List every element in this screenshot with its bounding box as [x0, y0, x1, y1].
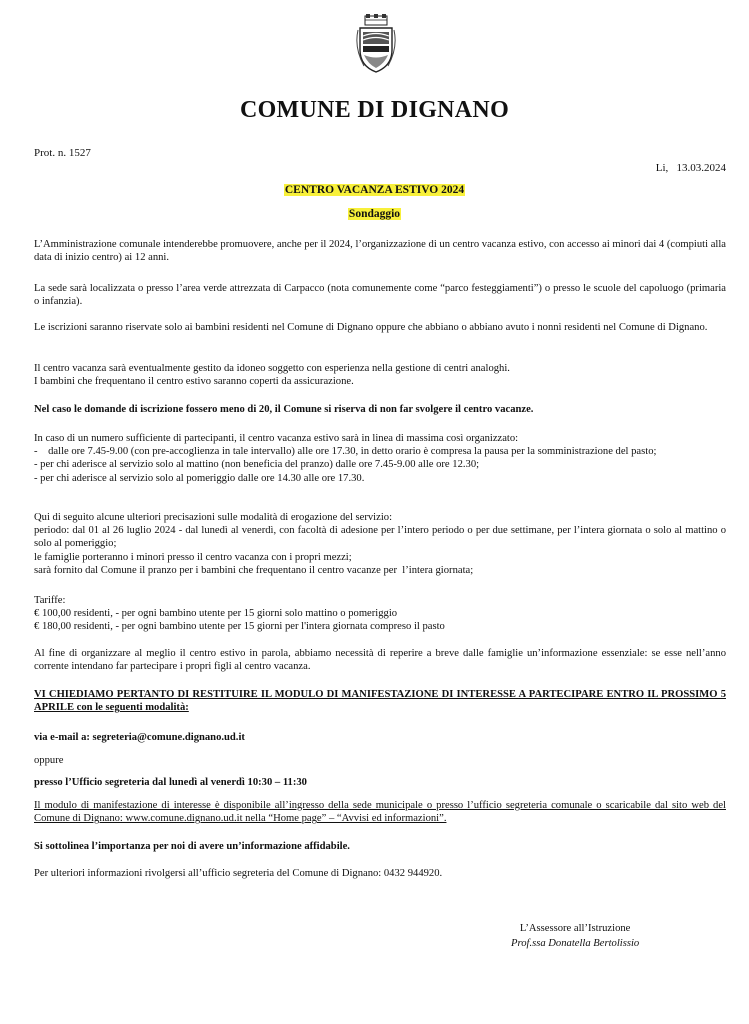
- list-item: - dalle ore 7.45-9.00 (con pre-accoglienza in tale intervallo) alle ore 17.30, in detto orario è compresa la pausa per la somministrazione del pasto;: [34, 446, 657, 458]
- main-heading-text: CENTRO VACANZA ESTIVO 2024: [284, 184, 465, 196]
- paragraph-deadline: [34, 688, 726, 714]
- paragraph-tariffs: [34, 594, 726, 634]
- list-item: le famiglie porteranno i minori presso il centro vacanza con i propri mezzi;: [34, 551, 352, 563]
- paragraph-minimum-notice: [34, 403, 726, 416]
- paragraph-text: oppure: [34, 755, 64, 766]
- paragraph-text: I bambini che frequentano il centro estivo saranno coperti da assicurazione.: [34, 376, 354, 388]
- document-date: Li, 13.03.2024: [655, 162, 726, 174]
- list-item: - per chi aderisce al servizio solo al mattino (non beneficia del pranzo) dalle ore 7.45-9.00 alle ore 12.30;: [34, 459, 480, 471]
- paragraph-office-hours: [34, 776, 726, 789]
- sub-heading-text: Sondaggio: [348, 208, 401, 220]
- list-item: € 100,00 residenti, - per ogni bambino utente per 15 giorni solo mattino o pomeriggio: [34, 608, 398, 620]
- list-item: periodo: dal 01 al 26 luglio 2024 - dal lunedì al venerdì, con facoltà di adesione per l’intero periodo o per due settimane, per l’intera giornata o solo al mattino o solo al pomeriggio;: [34, 525, 726, 550]
- paragraph-oppure: [34, 754, 726, 767]
- paragraph-text: Le iscrizioni saranno riservate solo ai bambini residenti nel Comune di Dignano oppure che abbiano o abbiano avuto i nonni residenti nel Comune di Dignano.: [34, 322, 708, 333]
- paragraph-text: Al fine di organizzare al meglio il centro estivo in parola, abbiamo necessità di reperire a breve dalle famiglie un’informazione essenziale: se esse nell’anno corrente intendano far partecipare i propri figli al centro vacanza.: [34, 648, 726, 673]
- signature-name: Prof.ssa Donatella Bertolissio: [511, 938, 640, 949]
- paragraph-contact: [34, 867, 726, 880]
- paragraph-text: VI CHIEDIAMO PERTANTO DI RESTITUIRE IL MODULO DI MANIFESTAZIONE DI INTERESSE A PARTECIPARE ENTRO IL PROSSIMO 5 APRILE con le seguenti modalità:: [34, 689, 726, 714]
- paragraph-text: La sede sarà localizzata o presso l’area verde attrezzata di Carpacco (nota comunemente come “parco festeggiamenti”) o presso le scuole del capoluogo (primaria o infanzia).: [34, 283, 726, 308]
- paragraph-text: Qui di seguito alcune ulteriori precisazioni sulle modalità di erogazione del servizio:: [34, 512, 393, 523]
- protocol-number: Prot. n. 1527: [34, 147, 91, 159]
- paragraph-intro: [34, 238, 726, 264]
- signature-role: L’Assessore all’Istruzione: [519, 923, 631, 934]
- paragraph-text: presso l’Ufficio segreteria dal lunedì al venerdì 10:30 – 11:30: [34, 777, 307, 788]
- paragraph-management: [34, 362, 726, 388]
- list-item: - per chi aderisce al servizio solo al pomeriggio dalle ore 14.30 alle ore 17.30.: [34, 472, 365, 484]
- paragraph-purpose: [34, 647, 726, 673]
- paragraph-enrollment: [34, 321, 726, 334]
- paragraph-details: [34, 511, 726, 577]
- paragraph-text: Il modulo di manifestazione di interesse è disponibile all’ingresso della sede municipale o presso l’ufficio segreteria comunale o scaricabile dal sito web del Comune di Dignano: www.comune.dignano.ud.it nella “Home page” – “Avvisi ed informazioni”.: [34, 800, 726, 825]
- paragraph-email: [34, 731, 726, 744]
- list-item: € 180,00 residenti, - per ogni bambino utente per 15 giorni per l'intera giornata compreso il pasto: [34, 621, 445, 633]
- paragraph-form-availability: [34, 799, 726, 825]
- paragraph-importance: [34, 840, 726, 853]
- sub-heading: [0, 208, 749, 220]
- paragraph-text: In caso di un numero sufficiente di partecipanti, il centro vacanza estivo sarà in linea di massima così organizzato:: [34, 433, 519, 444]
- paragraph-text: Per ulteriori informazioni rivolgersi all’ufficio segreteria del Comune di Dignano: 0432 944920.: [34, 868, 443, 879]
- contact-email: via e-mail a: segreteria@comune.dignano.ud.it: [34, 732, 245, 743]
- paragraph-text: Si sottolinea l’importanza per noi di avere un’informazione affidabile.: [34, 841, 350, 852]
- list-item: sarà fornito dal Comune il pranzo per i bambini che frequentano il centro vacanze per l’intera giornata;: [34, 564, 474, 576]
- paragraph-text: Il centro vacanza sarà eventualmente gestito da idoneo soggetto con esperienza nella gestione di centri analoghi.: [34, 363, 510, 374]
- paragraph-text: L’Amministrazione comunale intenderebbe promuovere, anche per il 2024, l’organizzazione di un centro vacanza estivo, con accesso ai minori dai 4 (compiuti alla data di inizio centro) ai 12 anni.: [34, 239, 726, 264]
- paragraph-text: Nel caso le domande di iscrizione fossero meno di 20, il Comune si riserva di non far svolgere il centro vacanze.: [34, 404, 534, 415]
- municipal-crest-icon: [354, 14, 398, 74]
- tariffs-label: Tariffe:: [34, 595, 66, 606]
- main-heading: [0, 184, 749, 196]
- signature-block: [511, 921, 639, 951]
- paragraph-schedule: [34, 432, 726, 485]
- paragraph-location: [34, 282, 726, 308]
- page-title: COMUNE DI DIGNANO: [239, 97, 510, 123]
